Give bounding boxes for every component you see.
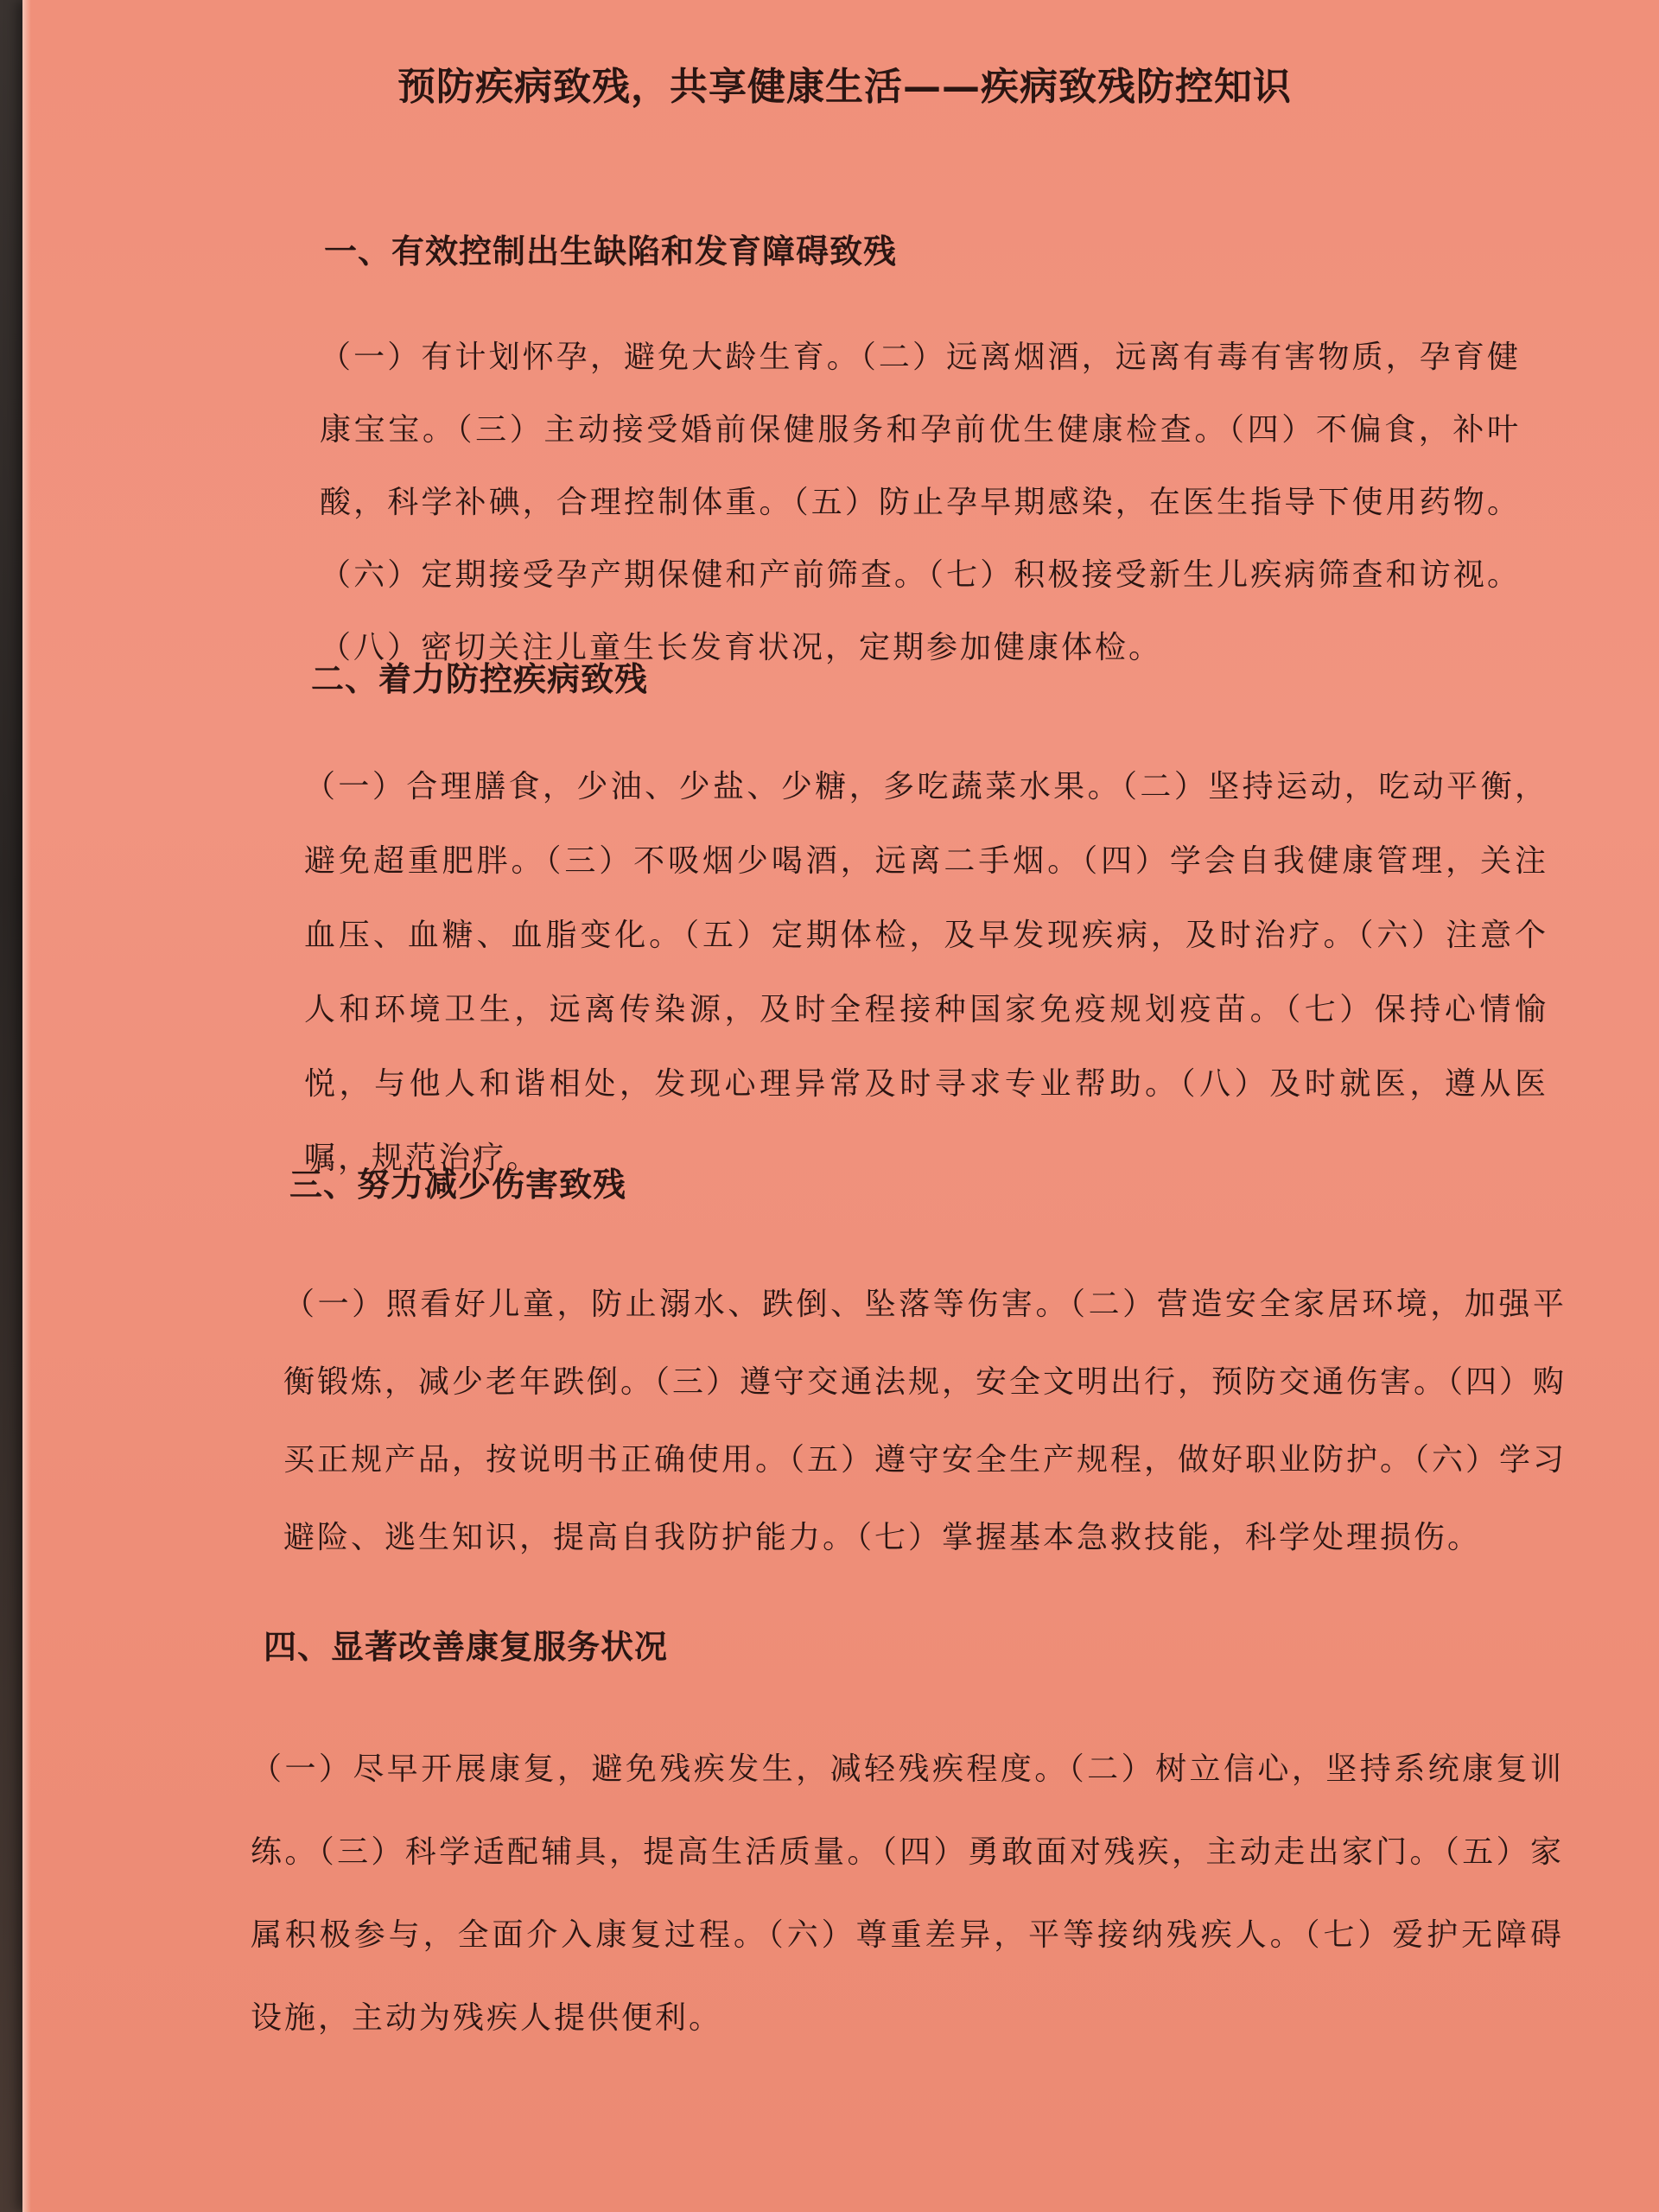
section-1-heading: 一、有效控制出生缺陷和发育障碍致残 xyxy=(324,232,898,270)
section-2-heading: 二、着力防控疾病致残 xyxy=(311,660,649,698)
paper-edge xyxy=(22,0,31,2212)
section-4-heading: 四、显著改善康复服务状况 xyxy=(264,1628,669,1666)
section-1-body: （一）有计划怀孕，避免大龄生育。（二）远离烟酒，远离有毒有害物质，孕育健康宝宝。（三）主动接受婚前保健服务和孕前优生健康检查。（四）不偏食，补叶酸，科学补碘，合理控制体重。（五）防止孕早期感染，在医生指导下使用药物。（六）定期接受孕产期保健和产前筛查。（七）积极接受新生儿疾病筛查和访视。（八）密切关注儿童生长发育状况，定期参加健康体检。 xyxy=(320,340,1521,665)
section-3-heading: 三、努力减少伤害致残 xyxy=(289,1166,627,1204)
document-title: 预防疾病致残，共享健康生活——疾病致残防控知识 xyxy=(397,65,1292,109)
section-2-body: （一）合理膳食，少油、少盐、少糖，多吃蔬菜水果。（二）坚持运动，吃动平衡，避免超重肥胖。（三）不吸烟少喝酒，远离二手烟。（四）学会自我健康管理，关注血压、血糖、血脂变化。（五）定期体检，及早发现疾病，及时治疗。（六）注意个人和环境卫生，远离传染源，及时全程接种国家免疫规划疫苗。（七）保持心情愉悦，与他人和谐相处，发现心理异常及时寻求专业帮助。（八）及时就医，遵从医嘱，规范治疗。 xyxy=(304,769,1548,1176)
section-4-body: （一）尽早开展康复，避免残疾发生，减轻残疾程度。（二）树立信心，坚持系统康复训练。（三）科学适配辅具，提高生活质量。（四）勇敢面对残疾，主动走出家门。（五）家属积极参与，全面介入康复过程。（六）尊重差异，平等接纳残疾人。（七）爱护无障碍设施，主动为残疾人提供便利。 xyxy=(251,1751,1564,2036)
section-3-body: （一）照看好儿童，防止溺水、跌倒、坠落等伤害。（二）营造安全家居环境，加强平衡锻炼，减少老年跌倒。（三）遵守交通法规，安全文明出行，预防交通伤害。（四）购买正规产品，按说明书正确使用。（五）遵守安全生产规程，做好职业防护。（六）学习避险、逃生知识，提高自我防护能力。（七）掌握基本急救技能，科学处理损伤。 xyxy=(283,1287,1567,1555)
document xyxy=(251,60,1567,2036)
